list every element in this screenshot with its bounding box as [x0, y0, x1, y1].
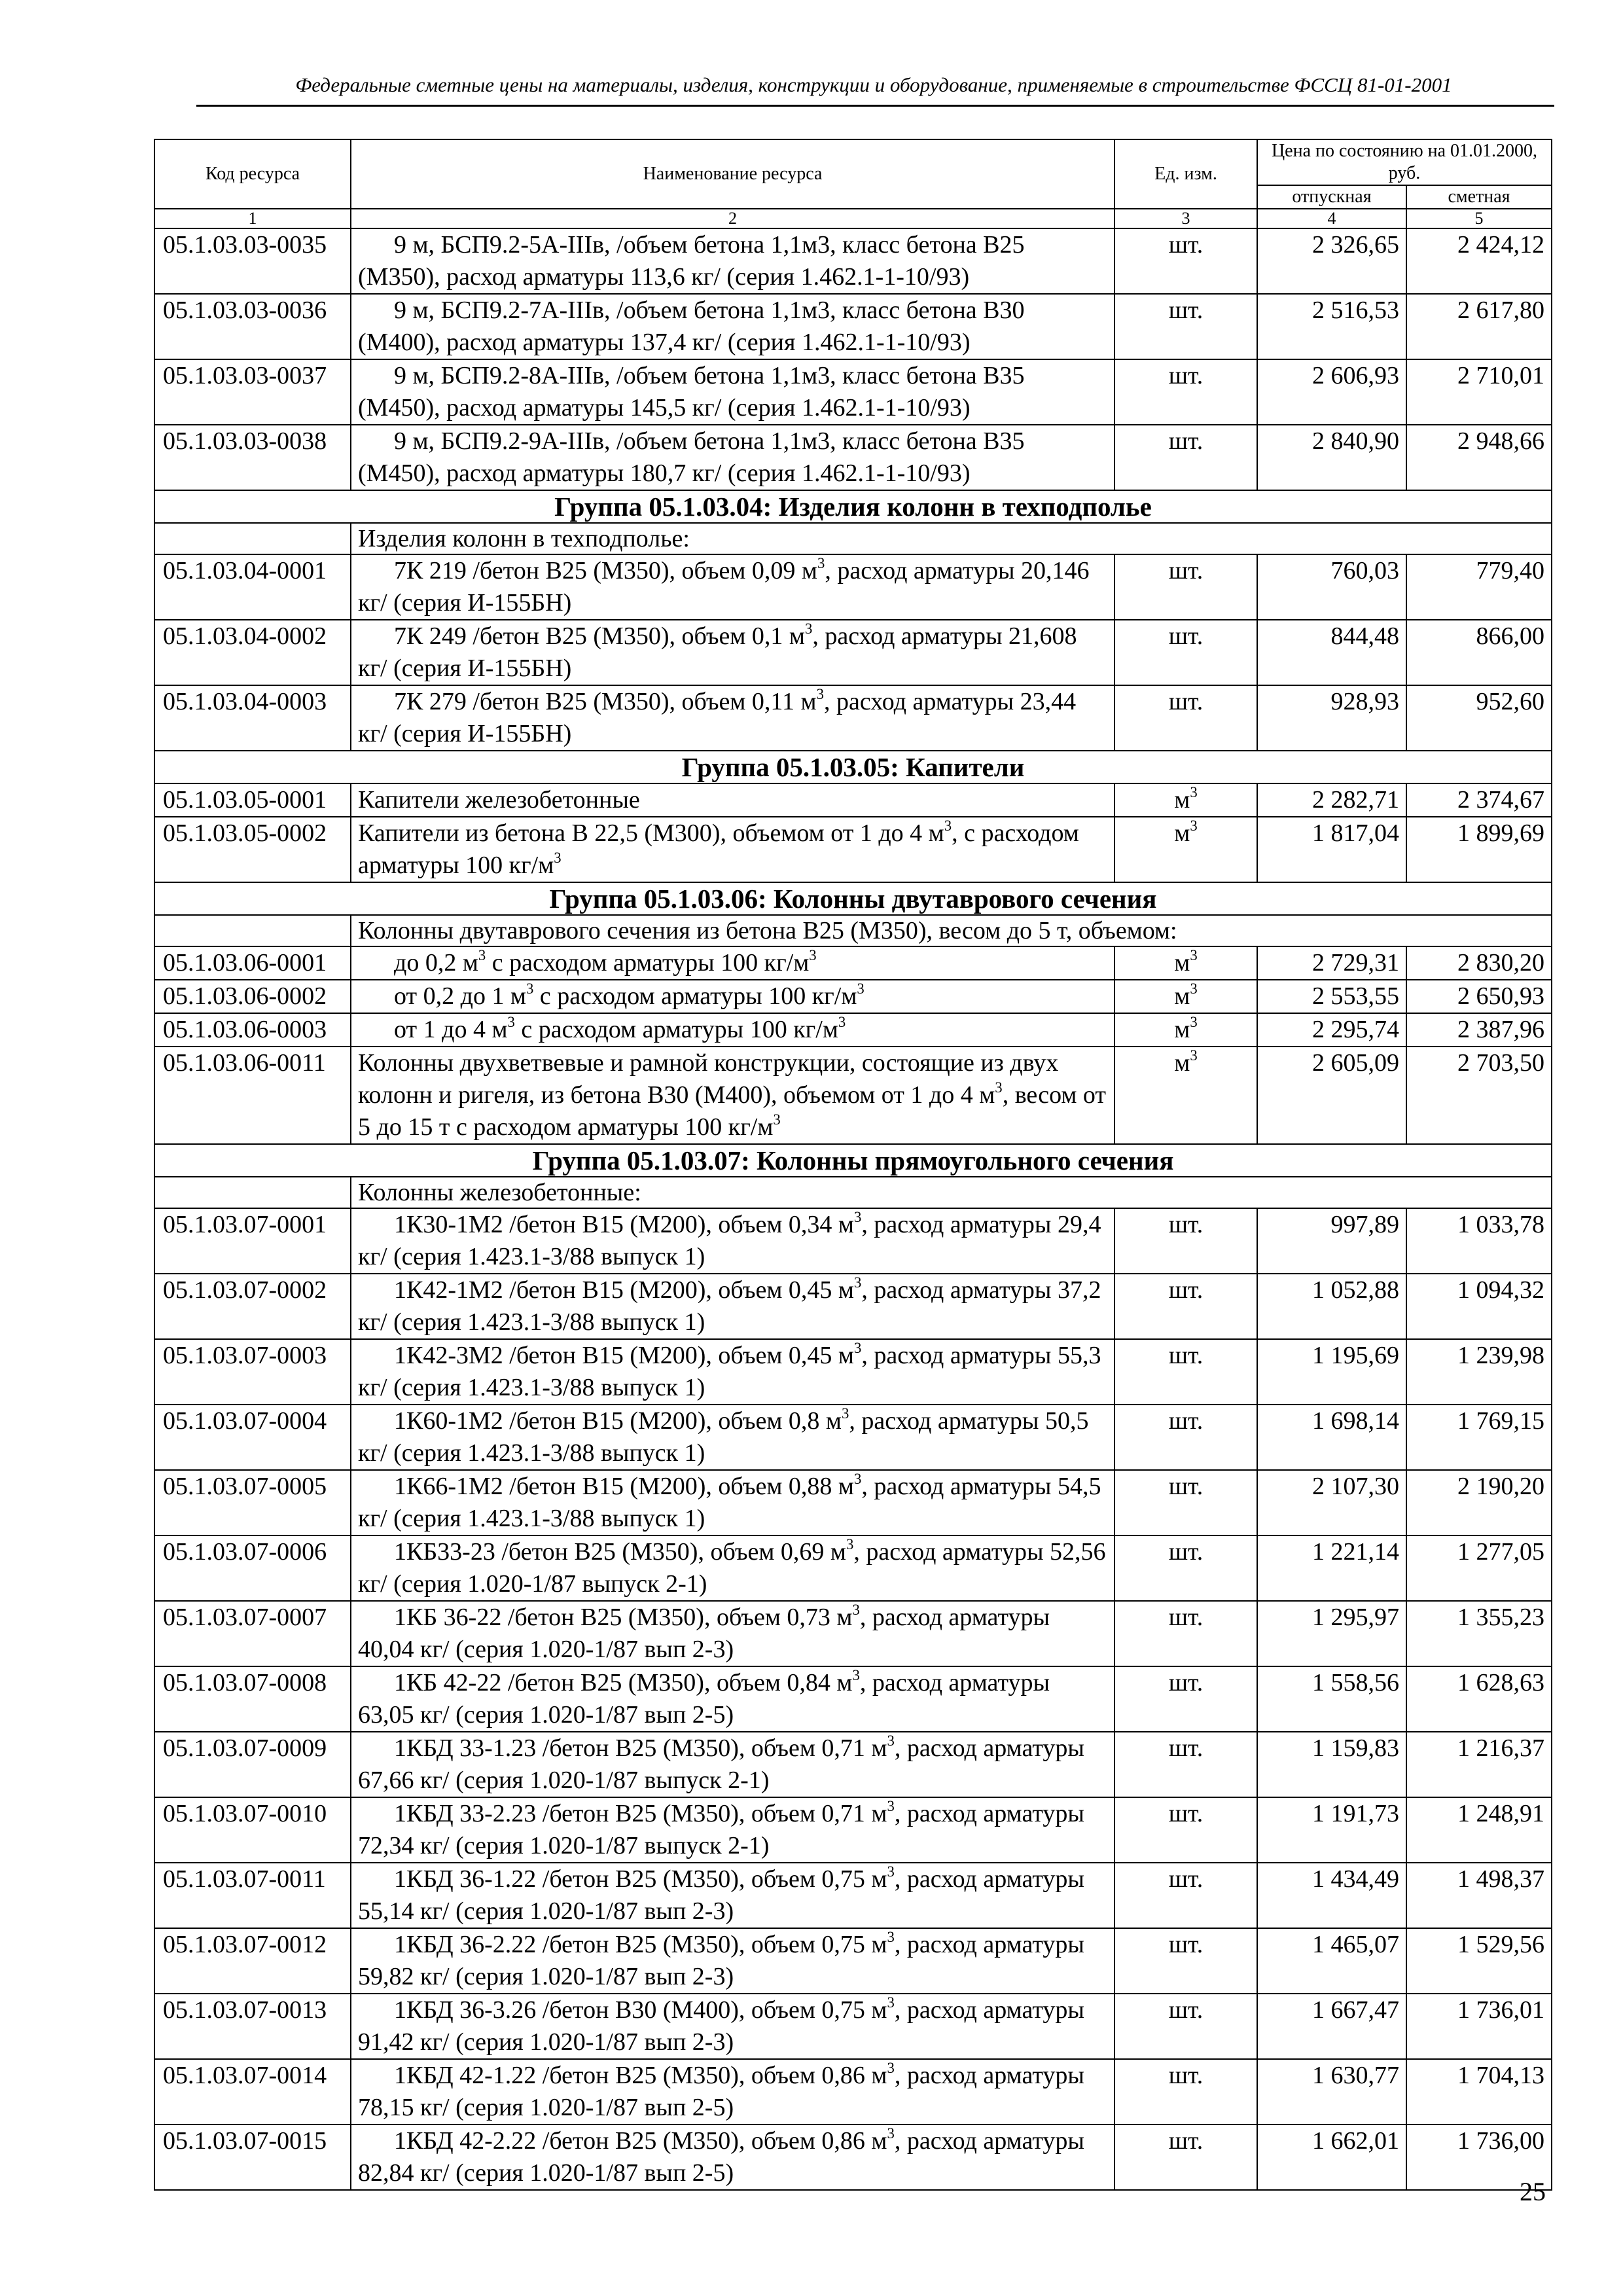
- release-price: 1 159,83: [1257, 1732, 1406, 1797]
- table-row: [154, 1047, 1552, 1144]
- table-row: [154, 228, 1552, 294]
- unit: $м^3$: [1115, 1013, 1257, 1047]
- table-row: [154, 1928, 1552, 1994]
- resource-code: 05.1.03.03-0036: [154, 294, 351, 359]
- estimate-price: 1 239,98: [1406, 1339, 1552, 1405]
- table-row: [154, 359, 1552, 425]
- col-header-unit: Ед. изм.: [1115, 139, 1257, 209]
- group-heading: Группа 05.1.03.04: Изделия колонн в техподполье: [154, 490, 1552, 523]
- unit: шт.: [1115, 620, 1257, 685]
- release-price: 1 434,49: [1257, 1863, 1406, 1928]
- resource-code: 05.1.03.07-0010: [154, 1797, 351, 1863]
- release-price: 1 195,69: [1257, 1339, 1406, 1405]
- table-row: [154, 817, 1552, 882]
- subgroup-row: [154, 1177, 1552, 1208]
- unit: шт.: [1115, 2125, 1257, 2190]
- resource-name: Капители железобетонные: [351, 783, 1115, 817]
- empty-cell: [154, 915, 351, 946]
- table-row: [154, 1994, 1552, 2059]
- table-row: [154, 1470, 1552, 1535]
- resource-code: 05.1.03.03-0037: [154, 359, 351, 425]
- table-row: [154, 1863, 1552, 1928]
- resource-name: 9 м, БСП9.2-7А-IIIв, /объем бетона 1,1м3, класс бетона В30 (М400), расход арматуры 137,4 кг/ (серия 1.462.1-1-10/93): [351, 294, 1115, 359]
- release-price: 2 606,93: [1257, 359, 1406, 425]
- release-price: 1 558,56: [1257, 1666, 1406, 1732]
- estimate-price: 1 736,01: [1406, 1994, 1552, 2059]
- release-price: 1 667,47: [1257, 1994, 1406, 2059]
- table-row: [154, 620, 1552, 685]
- subgroup-title: Колонны железобетонные:: [351, 1177, 1552, 1208]
- estimate-price: 1 033,78: [1406, 1208, 1552, 1274]
- resource-name: 1КБ 36-22 /бетон В25 (М350), объем 0,73 $м^3$, расход арматуры 40,04 кг/ (серия 1.020-1/87 вып 2-3): [351, 1601, 1115, 1666]
- estimate-price: 2 190,20: [1406, 1470, 1552, 1535]
- release-price: 2 326,65: [1257, 228, 1406, 294]
- resource-name: 1К66-1М2 /бетон В15 (М200), объем 0,88 $м^3$, расход арматуры 54,5 кг/ (серия 1.423.1-3/88 выпуск 1): [351, 1470, 1115, 1535]
- unit: шт.: [1115, 554, 1257, 620]
- resource-code: 05.1.03.04-0003: [154, 685, 351, 751]
- unit: шт.: [1115, 1732, 1257, 1797]
- resource-name: 1КБД 42-2.22 /бетон В25 (М350), объем 0,86 $м^3$, расход арматуры 82,84 кг/ (серия 1.020-1/87 вып 2-5): [351, 2125, 1115, 2190]
- estimate-price: 2 424,12: [1406, 228, 1552, 294]
- resource-name: 9 м, БСП9.2-8А-IIIв, /объем бетона 1,1м3, класс бетона В35 (М450), расход арматуры 145,5 кг/ (серия 1.462.1-1-10/93): [351, 359, 1115, 425]
- empty-cell: [154, 523, 351, 554]
- table-row: [154, 2059, 1552, 2125]
- col-header-code: Код ресурса: [154, 139, 351, 209]
- table-row: [154, 685, 1552, 751]
- resource-code: 05.1.03.06-0003: [154, 1013, 351, 1047]
- resource-name: от 0,2 до 1 $м^3$ с расходом арматуры 100 $кг/м^3$: [351, 980, 1115, 1013]
- release-price: 2 840,90: [1257, 425, 1406, 490]
- resource-code: 05.1.03.05-0001: [154, 783, 351, 817]
- col-header-price: Цена по состоянию на 01.01.2000, руб.: [1257, 139, 1552, 185]
- table-row: [154, 1013, 1552, 1047]
- unit: $м^3$: [1115, 1047, 1257, 1144]
- resource-code: 05.1.03.06-0002: [154, 980, 351, 1013]
- resource-name: 1КБД 42-1.22 /бетон В25 (М350), объем 0,86 $м^3$, расход арматуры 78,15 кг/ (серия 1.020-1/87 вып 2-5): [351, 2059, 1115, 2125]
- unit: шт.: [1115, 1994, 1257, 2059]
- release-price: 1 465,07: [1257, 1928, 1406, 1994]
- subgroup-row: [154, 523, 1552, 554]
- column-numbers-row: [154, 209, 1552, 228]
- group-heading-row: [154, 1144, 1552, 1177]
- resource-code: 05.1.03.03-0038: [154, 425, 351, 490]
- resource-code: 05.1.03.07-0003: [154, 1339, 351, 1405]
- resource-name: Капители из бетона В 22,5 (М300), объемом от 1 до 4 $м^3$, с расходом арматуры 100 $кг/м^3$: [351, 817, 1115, 882]
- unit: шт.: [1115, 1208, 1257, 1274]
- table-row: [154, 1339, 1552, 1405]
- unit: $м^3$: [1115, 783, 1257, 817]
- unit: шт.: [1115, 1928, 1257, 1994]
- col-number: 1: [154, 209, 351, 228]
- unit: шт.: [1115, 1863, 1257, 1928]
- estimate-price: 2 650,93: [1406, 980, 1552, 1013]
- estimate-price: 1 498,37: [1406, 1863, 1552, 1928]
- empty-cell: [154, 1177, 351, 1208]
- resource-code: 05.1.03.05-0002: [154, 817, 351, 882]
- estimate-price: 1 628,63: [1406, 1666, 1552, 1732]
- release-price: 2 516,53: [1257, 294, 1406, 359]
- resource-code: 05.1.03.07-0006: [154, 1535, 351, 1601]
- col-header-release: отпускная: [1257, 185, 1406, 209]
- estimate-price: 1 355,23: [1406, 1601, 1552, 1666]
- estimate-price: 1 529,56: [1406, 1928, 1552, 1994]
- resource-code: 05.1.03.07-0004: [154, 1405, 351, 1470]
- table-row: [154, 783, 1552, 817]
- unit: шт.: [1115, 1470, 1257, 1535]
- estimate-price: 1 899,69: [1406, 817, 1552, 882]
- resource-name: 1К42-3М2 /бетон В15 (М200), объем 0,45 $м^3$, расход арматуры 55,3 кг/ (серия 1.423.1-3/88 выпуск 1): [351, 1339, 1115, 1405]
- table-row: [154, 1666, 1552, 1732]
- table-row: [154, 425, 1552, 490]
- estimate-price: 2 948,66: [1406, 425, 1552, 490]
- resource-name: от 1 до 4 $м^3$ с расходом арматуры 100 $кг/м^3$: [351, 1013, 1115, 1047]
- resource-code: 05.1.03.07-0012: [154, 1928, 351, 1994]
- col-number: 5: [1406, 209, 1552, 228]
- page-header: Федеральные сметные цены на материалы, изделия, конструкции и оборудование, применяемые в строительстве ФССЦ 81-01-2001: [295, 73, 1452, 96]
- resource-name: Колонны двухветвевые и рамной конструкции, состоящие из двух колонн и ригеля, из бетона В30 (М400), объемом от 1 до 4 $м^3$, весом от 5 до 15 т с расходом арматуры 100 $кг/м^3$: [351, 1047, 1115, 1144]
- unit: $м^3$: [1115, 980, 1257, 1013]
- estimate-price: 952,60: [1406, 685, 1552, 751]
- release-price: 2 295,74: [1257, 1013, 1406, 1047]
- resource-code: 05.1.03.07-0009: [154, 1732, 351, 1797]
- release-price: 1 191,73: [1257, 1797, 1406, 1863]
- resource-name: 7К 249 /бетон В25 (М350), объем 0,1 $м^3$, расход арматуры 21,608 кг/ (серия И-155БН): [351, 620, 1115, 685]
- group-heading-row: [154, 490, 1552, 523]
- resource-name: 1КБД 33-2.23 /бетон В25 (М350), объем 0,71 $м^3$, расход арматуры 72,34 кг/ (серия 1.020-1/87 выпуск 2-1): [351, 1797, 1115, 1863]
- release-price: 2 605,09: [1257, 1047, 1406, 1144]
- col-number: 4: [1257, 209, 1406, 228]
- table-row: [154, 554, 1552, 620]
- resource-name: 1КБ33-23 /бетон В25 (М350), объем 0,69 $м^3$, расход арматуры 52,56 кг/ (серия 1.020-1/87 выпуск 2-1): [351, 1535, 1115, 1601]
- table-row: [154, 980, 1552, 1013]
- resource-name: 1К30-1М2 /бетон В15 (М200), объем 0,34 $м^3$, расход арматуры 29,4 кг/ (серия 1.423.1-3/88 выпуск 1): [351, 1208, 1115, 1274]
- table-row: [154, 1797, 1552, 1863]
- resource-code: 05.1.03.07-0013: [154, 1994, 351, 2059]
- col-number: 2: [351, 209, 1115, 228]
- resource-name: 1КБД 36-3.26 /бетон В30 (М400), объем 0,75 $м^3$, расход арматуры 91,42 кг/ (серия 1.020-1/87 вып 2-3): [351, 1994, 1115, 2059]
- group-heading: Группа 05.1.03.07: Колонны прямоугольного сечения: [154, 1144, 1552, 1177]
- release-price: 2 107,30: [1257, 1470, 1406, 1535]
- estimate-price: 1 704,13: [1406, 2059, 1552, 2125]
- estimate-price: 1 277,05: [1406, 1535, 1552, 1601]
- table-row: [154, 1601, 1552, 1666]
- resource-code: 05.1.03.07-0002: [154, 1274, 351, 1339]
- table-row: [154, 1732, 1552, 1797]
- resource-name: 9 м, БСП9.2-9А-IIIв, /объем бетона 1,1м3, класс бетона В35 (М450), расход арматуры 180,7 кг/ (серия 1.462.1-1-10/93): [351, 425, 1115, 490]
- resource-code: 05.1.03.07-0011: [154, 1863, 351, 1928]
- release-price: 1 630,77: [1257, 2059, 1406, 2125]
- estimate-price: 866,00: [1406, 620, 1552, 685]
- resource-name: 1КБ 42-22 /бетон В25 (М350), объем 0,84 $м^3$, расход арматуры 63,05 кг/ (серия 1.020-1/87 вып 2-5): [351, 1666, 1115, 1732]
- estimate-price: 779,40: [1406, 554, 1552, 620]
- resource-code: 05.1.03.07-0014: [154, 2059, 351, 2125]
- estimate-price: 1 248,91: [1406, 1797, 1552, 1863]
- unit: $м^3$: [1115, 817, 1257, 882]
- header-rule: [196, 105, 1554, 107]
- table-row: [154, 1535, 1552, 1601]
- release-price: 1 662,01: [1257, 2125, 1406, 2190]
- unit: шт.: [1115, 1274, 1257, 1339]
- release-price: 2 553,55: [1257, 980, 1406, 1013]
- estimate-price: 1 769,15: [1406, 1405, 1552, 1470]
- group-heading-row: [154, 882, 1552, 915]
- resource-code: 05.1.03.03-0035: [154, 228, 351, 294]
- unit: шт.: [1115, 1339, 1257, 1405]
- resource-code: 05.1.03.07-0015: [154, 2125, 351, 2190]
- table-row: [154, 946, 1552, 980]
- release-price: 1 817,04: [1257, 817, 1406, 882]
- unit: шт.: [1115, 1405, 1257, 1470]
- resource-code: 05.1.03.04-0001: [154, 554, 351, 620]
- table-row: [154, 294, 1552, 359]
- estimate-price: 2 710,01: [1406, 359, 1552, 425]
- unit: шт.: [1115, 1601, 1257, 1666]
- col-header-name: Наименование ресурса: [351, 139, 1115, 209]
- table-row: [154, 2125, 1552, 2190]
- resource-name: 1К60-1М2 /бетон В15 (М200), объем 0,8 $м^3$, расход арматуры 50,5 кг/ (серия 1.423.1-3/88 выпуск 1): [351, 1405, 1115, 1470]
- price-table: [154, 139, 1552, 2191]
- resource-name: 7К 279 /бетон В25 (М350), объем 0,11 $м^3$, расход арматуры 23,44 кг/ (серия И-155БН): [351, 685, 1115, 751]
- unit: шт.: [1115, 1535, 1257, 1601]
- resource-code: 05.1.03.06-0011: [154, 1047, 351, 1144]
- release-price: 1 052,88: [1257, 1274, 1406, 1339]
- estimate-price: 2 374,67: [1406, 783, 1552, 817]
- resource-code: 05.1.03.07-0008: [154, 1666, 351, 1732]
- estimate-price: 1 216,37: [1406, 1732, 1552, 1797]
- resource-name: 1К42-1М2 /бетон В15 (М200), объем 0,45 $м^3$, расход арматуры 37,2 кг/ (серия 1.423.1-3/88 выпуск 1): [351, 1274, 1115, 1339]
- unit: шт.: [1115, 294, 1257, 359]
- resource-name: до 0,2 $м^3$ с расходом арматуры 100 $кг/м^3$: [351, 946, 1115, 980]
- table-body: [154, 228, 1552, 2190]
- unit: шт.: [1115, 2059, 1257, 2125]
- unit: шт.: [1115, 685, 1257, 751]
- estimate-price: 1 094,32: [1406, 1274, 1552, 1339]
- estimate-price: 1 736,00: [1406, 2125, 1552, 2190]
- estimate-price: 2 830,20: [1406, 946, 1552, 980]
- table-row: [154, 1208, 1552, 1274]
- col-number: 3: [1115, 209, 1257, 228]
- release-price: 997,89: [1257, 1208, 1406, 1274]
- release-price: 1 295,97: [1257, 1601, 1406, 1666]
- page-number: 25: [1520, 2177, 1546, 2206]
- table-row: [154, 1274, 1552, 1339]
- release-price: 1 698,14: [1257, 1405, 1406, 1470]
- release-price: 760,03: [1257, 554, 1406, 620]
- release-price: 2 729,31: [1257, 946, 1406, 980]
- resource-code: 05.1.03.04-0002: [154, 620, 351, 685]
- resource-name: 9 м, БСП9.2-5А-IIIв, /объем бетона 1,1м3, класс бетона В25 (М350), расход арматуры 113,6 кг/ (серия 1.462.1-1-10/93): [351, 228, 1115, 294]
- resource-code: 05.1.03.07-0005: [154, 1470, 351, 1535]
- col-header-estimate: сметная: [1406, 185, 1552, 209]
- unit: шт.: [1115, 1797, 1257, 1863]
- resource-code: 05.1.03.07-0007: [154, 1601, 351, 1666]
- subgroup-title: Колонны двутаврового сечения из бетона В25 (М350), весом до 5 т, объемом:: [351, 915, 1552, 946]
- group-heading-row: [154, 751, 1552, 783]
- estimate-price: 2 387,96: [1406, 1013, 1552, 1047]
- table-row: [154, 1405, 1552, 1470]
- unit: шт.: [1115, 1666, 1257, 1732]
- unit: $м^3$: [1115, 946, 1257, 980]
- unit: шт.: [1115, 425, 1257, 490]
- resource-name: 7К 219 /бетон В25 (М350), объем 0,09 $м^3$, расход арматуры 20,146 кг/ (серия И-155БН): [351, 554, 1115, 620]
- estimate-price: 2 617,80: [1406, 294, 1552, 359]
- resource-code: 05.1.03.06-0001: [154, 946, 351, 980]
- resource-name: 1КБД 33-1.23 /бетон В25 (М350), объем 0,71 $м^3$, расход арматуры 67,66 кг/ (серия 1.020-1/87 выпуск 2-1): [351, 1732, 1115, 1797]
- subgroup-title: Изделия колонн в техподполье:: [351, 523, 1552, 554]
- estimate-price: 2 703,50: [1406, 1047, 1552, 1144]
- release-price: 2 282,71: [1257, 783, 1406, 817]
- resource-name: 1КБД 36-1.22 /бетон В25 (М350), объем 0,75 $м^3$, расход арматуры 55,14 кг/ (серия 1.020-1/87 вып 2-3): [351, 1863, 1115, 1928]
- subgroup-row: [154, 915, 1552, 946]
- unit: шт.: [1115, 228, 1257, 294]
- release-price: 844,48: [1257, 620, 1406, 685]
- group-heading: Группа 05.1.03.06: Колонны двутаврового сечения: [154, 882, 1552, 915]
- resource-name: 1КБД 36-2.22 /бетон В25 (М350), объем 0,75 $м^3$, расход арматуры 59,82 кг/ (серия 1.020-1/87 вып 2-3): [351, 1928, 1115, 1994]
- release-price: 928,93: [1257, 685, 1406, 751]
- group-heading: Группа 05.1.03.05: Капители: [154, 751, 1552, 783]
- release-price: 1 221,14: [1257, 1535, 1406, 1601]
- unit: шт.: [1115, 359, 1257, 425]
- resource-code: 05.1.03.07-0001: [154, 1208, 351, 1274]
